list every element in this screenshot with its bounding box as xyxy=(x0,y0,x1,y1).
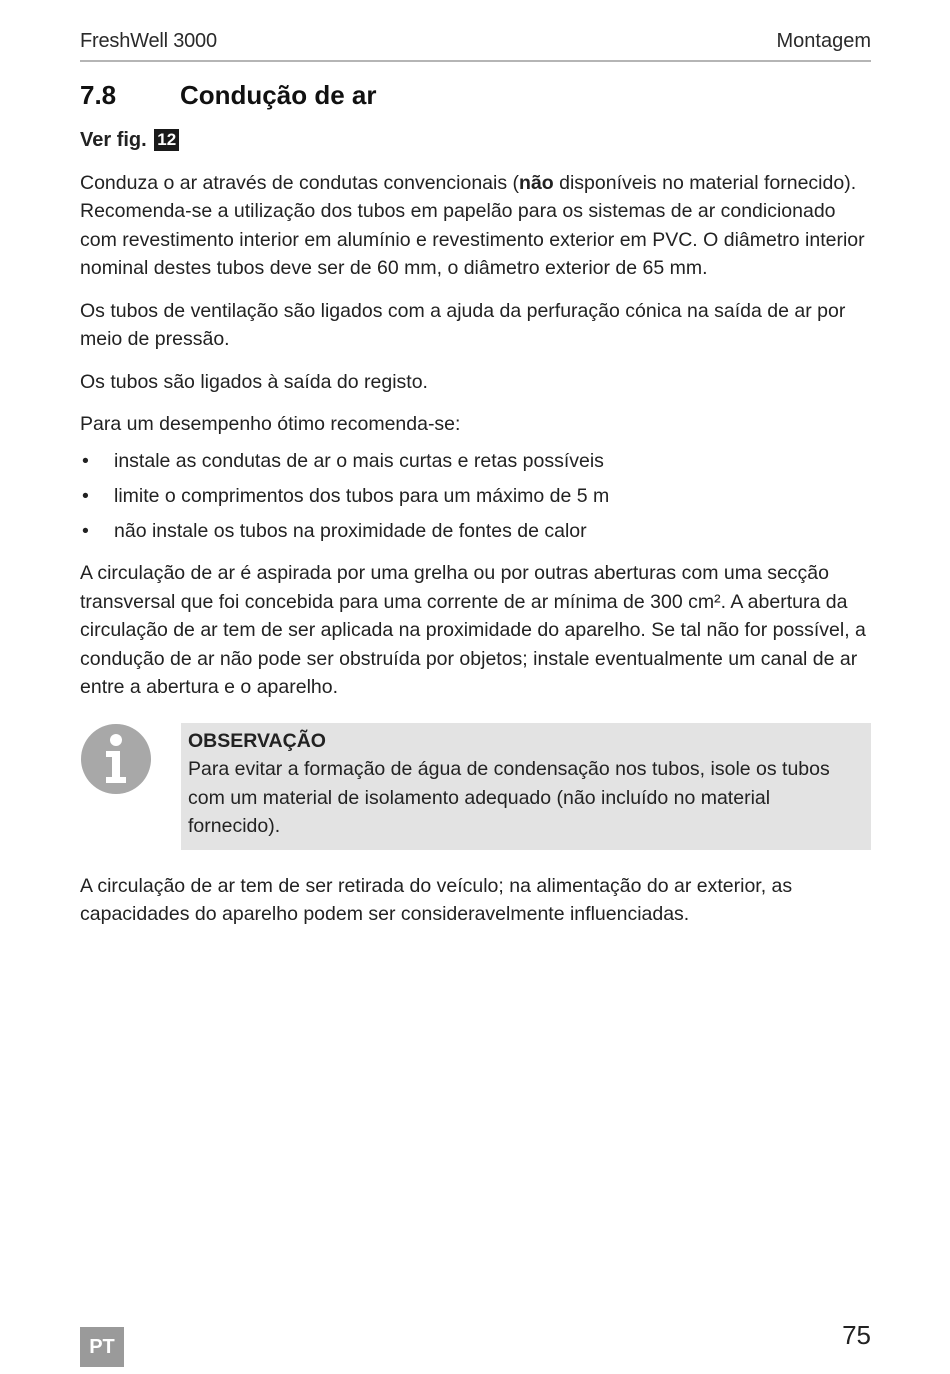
note-text: Para evitar a formação de água de condensação nos tubos, isole os tubos com um material de isolamento adequado (não incluído no material fornecido). xyxy=(188,758,830,837)
list-item xyxy=(80,482,871,511)
list-item-text: não instale os tubos na proximidade de fontes de calor xyxy=(114,519,587,542)
figure-reference-label: Ver fig. xyxy=(80,129,147,151)
paragraph-ducts xyxy=(80,169,871,283)
section-title: Condução de ar xyxy=(180,80,377,110)
list-item-text: instale as condutas de ar o mais curtas e retas possíveis xyxy=(114,449,604,472)
header-product-name: FreshWell 3000 xyxy=(80,30,217,52)
page-header xyxy=(80,30,871,62)
section-body xyxy=(80,126,871,943)
paragraph-air-circulation: A circulação de ar é aspirada por uma grelha ou por outras aberturas com uma secção transversal que foi concebida para uma corrente de ar mínima de 300 cm². A abertura da circulação de ar tem de ser aplicada na proximidade do aparelho. Se tal não for possível, a condução de ar não pode ser obstruída por objetos; instale eventualmente um canal de ar entre a abertura e o aparelho. xyxy=(80,562,866,698)
list-item-text: limite o comprimentos dos tubos para um máximo de 5 m xyxy=(114,484,610,507)
note-box xyxy=(181,723,871,850)
bullet-icon: • xyxy=(82,484,89,507)
paragraph-recommendation-intro: Para um desempenho ótimo recomenda-se: xyxy=(80,413,461,435)
note-heading: OBSERVAÇÃO xyxy=(188,729,326,752)
paragraph-register: Os tubos são ligados à saída do registo. xyxy=(80,370,428,393)
bullet-icon: • xyxy=(82,519,89,542)
list-item xyxy=(80,517,871,546)
figure-reference xyxy=(80,126,871,155)
info-icon xyxy=(80,723,152,795)
paragraph-connection: Os tubos de ventilação são ligados com a ajuda da perfuração cónica na saída de ar por meio de pressão. xyxy=(80,299,846,350)
note-block xyxy=(80,723,871,850)
language-badge: PT xyxy=(80,1327,124,1367)
header-chapter-name: Montagem xyxy=(776,30,871,52)
recommendation-list xyxy=(80,447,871,546)
section-heading xyxy=(80,80,376,111)
section-number: 7.8 xyxy=(80,80,117,110)
list-item xyxy=(80,447,871,476)
figure-number-badge: 12 xyxy=(154,129,179,151)
paragraph-outside-air: A circulação de ar tem de ser retirada do veículo; na alimentação do ar exterior, as capacidades do aparelho podem ser consideravelmente influenciadas. xyxy=(80,874,793,925)
page-number: 75 xyxy=(842,1320,871,1350)
paragraph-ducts-start: Conduza o ar através de condutas convencionais ( xyxy=(80,171,520,194)
paragraph-ducts-emphasis: não xyxy=(519,171,554,194)
paragraph-ducts-end: disponíveis no material fornecido). Recomenda-se a utilização dos tubos em papelão para os sistemas de ar condicionado com revestimento interior em alumínio e revestimento exterior em PVC. O diâmetro interior nominal destes tubos deve ser de 60 mm, o diâmetro exterior de 65 mm. xyxy=(80,171,865,279)
bullet-icon: • xyxy=(82,449,89,472)
